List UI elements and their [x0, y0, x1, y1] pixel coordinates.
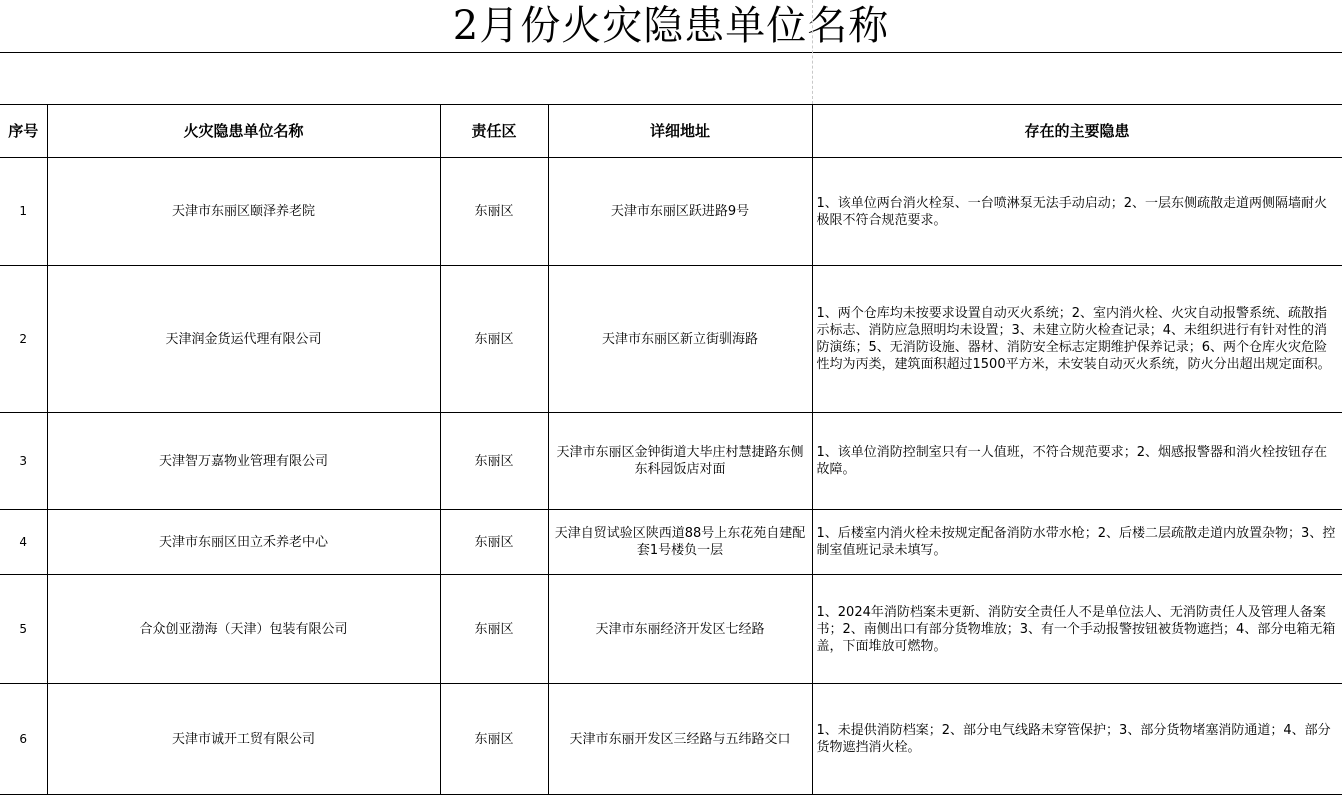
- cell-address[interactable]: 天津市东丽开发区三经路与五纬路交口: [548, 684, 812, 795]
- cell-district[interactable]: 东丽区: [440, 266, 548, 413]
- sheet-title: 2月份火灾隐患单位名称: [0, 0, 1342, 53]
- cell-index[interactable]: 3: [0, 413, 47, 510]
- cell-address[interactable]: 天津市东丽区金钟街道大毕庄村慧捷路东侧东科园饭店对面: [548, 413, 812, 510]
- header-index[interactable]: 序号: [0, 105, 47, 158]
- cell-name[interactable]: 合众创亚渤海（天津）包装有限公司: [47, 575, 440, 684]
- hazard-table: [0, 104, 1342, 795]
- header-district[interactable]: 责任区: [440, 105, 548, 158]
- cell-district[interactable]: 东丽区: [440, 575, 548, 684]
- cell-hazards[interactable]: 1、未提供消防档案；2、部分电气线路未穿管保护；3、部分货物堵塞消防通道；4、部分货物遮挡消火栓。: [812, 684, 1342, 795]
- header-hazards[interactable]: 存在的主要隐患: [812, 105, 1342, 158]
- cell-name[interactable]: 天津智万嘉物业管理有限公司: [47, 413, 440, 510]
- cell-index[interactable]: 6: [0, 684, 47, 795]
- cell-hazards[interactable]: 1、该单位消防控制室只有一人值班，不符合规范要求；2、烟感报警器和消火栓按钮存在故障。: [812, 413, 1342, 510]
- cell-hazards[interactable]: 1、2024年消防档案未更新、消防安全责任人不是单位法人、无消防责任人及管理人备案书；2、南侧出口有部分货物堆放；3、有一个手动报警按钮被货物遮挡；4、部分电箱无箱盖，下面堆放可燃物。: [812, 575, 1342, 684]
- cell-name[interactable]: 天津市东丽区田立禾养老中心: [47, 510, 440, 575]
- header-row: [0, 105, 1342, 158]
- cell-address[interactable]: 天津自贸试验区陕西道88号上东花苑自建配套1号楼负一层: [548, 510, 812, 575]
- cell-hazards[interactable]: 1、两个仓库均未按要求设置自动灭火系统；2、室内消火栓、火灾自动报警系统、疏散指示标志、消防应急照明均未设置；3、未建立防火检查记录；4、未组织进行有针对性的消防演练；5、无消防设施、器材、消防安全标志定期维护保养记录；6、两个仓库火灾危险性均为丙类，建筑面积超过1500平方米，未安装自动灭火系统，防火分出超出规定面积。: [812, 266, 1342, 413]
- cell-district[interactable]: 东丽区: [440, 158, 548, 266]
- blank-row: [0, 52, 1342, 105]
- table-row: [0, 510, 1342, 575]
- table-row: [0, 158, 1342, 266]
- cell-address[interactable]: 天津市东丽区跃进路9号: [548, 158, 812, 266]
- cell-district[interactable]: 东丽区: [440, 413, 548, 510]
- cell-name[interactable]: 天津市东丽区颐泽养老院: [47, 158, 440, 266]
- cell-name[interactable]: 天津市诚开工贸有限公司: [47, 684, 440, 795]
- cell-address[interactable]: 天津市东丽经济开发区七经路: [548, 575, 812, 684]
- cell-name[interactable]: 天津润金货运代理有限公司: [47, 266, 440, 413]
- cell-index[interactable]: 4: [0, 510, 47, 575]
- table-row: [0, 413, 1342, 510]
- table-row: [0, 575, 1342, 684]
- table-row: [0, 684, 1342, 795]
- cell-district[interactable]: 东丽区: [440, 684, 548, 795]
- cell-index[interactable]: 1: [0, 158, 47, 266]
- header-name[interactable]: 火灾隐患单位名称: [47, 105, 440, 158]
- cell-hazards[interactable]: 1、该单位两台消火栓泵、一台喷淋泵无法手动启动；2、一层东侧疏散走道两侧隔墙耐火极限不符合规范要求。: [812, 158, 1342, 266]
- table-row: [0, 266, 1342, 413]
- cell-district[interactable]: 东丽区: [440, 510, 548, 575]
- header-address[interactable]: 详细地址: [548, 105, 812, 158]
- cell-hazards[interactable]: 1、后楼室内消火栓未按规定配备消防水带水枪；2、后楼二层疏散走道内放置杂物；3、控制室值班记录未填写。: [812, 510, 1342, 575]
- cell-index[interactable]: 2: [0, 266, 47, 413]
- cell-index[interactable]: 5: [0, 575, 47, 684]
- column-guide: [812, 0, 813, 104]
- cell-address[interactable]: 天津市东丽区新立街驯海路: [548, 266, 812, 413]
